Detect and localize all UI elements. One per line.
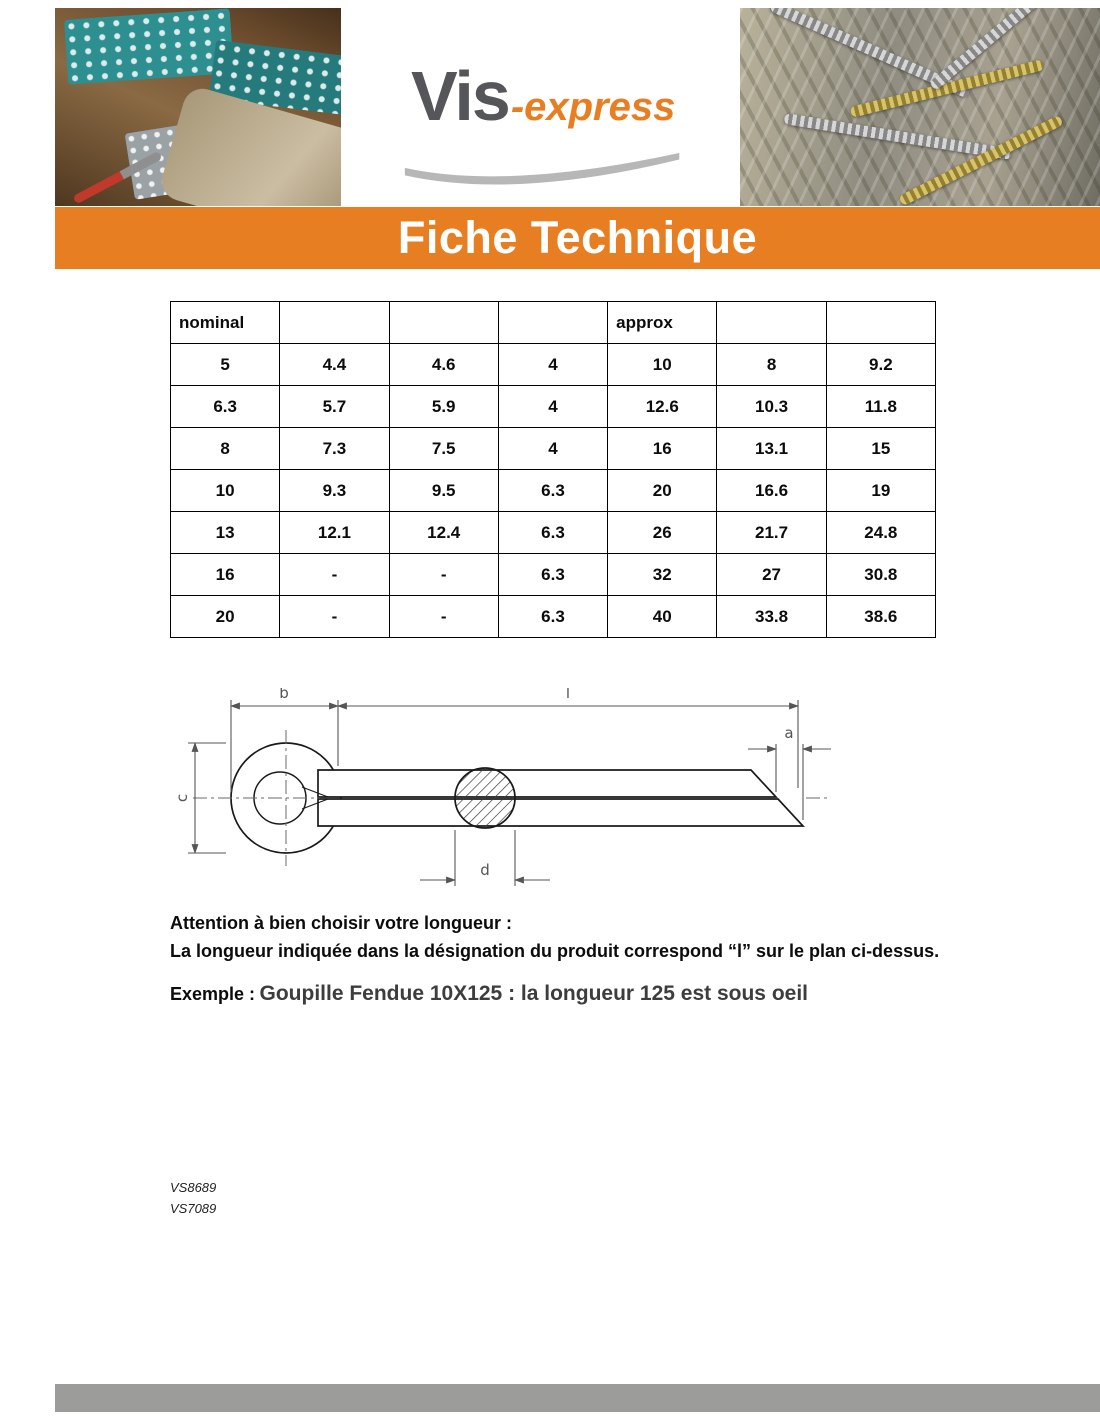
table-row	[171, 554, 936, 596]
pin-lower-prong	[318, 799, 803, 826]
spec-table-head-row	[171, 302, 936, 344]
dim-label-c: c	[173, 793, 191, 803]
table-cell: 13.1	[717, 428, 826, 470]
table-cell: 8	[171, 428, 280, 470]
cotter-pin-svg	[168, 688, 858, 916]
page-title: Fiche Technique	[397, 212, 758, 263]
workbench-photo	[55, 8, 341, 206]
table-cell: 12.4	[389, 512, 498, 554]
note-longueur: La longueur indiquée dans la désignation du produit correspond “l” sur le plan ci-dessus.	[170, 940, 940, 961]
spec-table	[170, 301, 936, 638]
table-cell: 6.3	[498, 596, 607, 638]
note-attention: Attention à bien choisir votre longueur :	[170, 913, 513, 933]
organizer-box-icon	[64, 8, 234, 85]
table-header-cell	[498, 302, 607, 344]
table-cell: 27	[717, 554, 826, 596]
dim-label-d: d	[480, 861, 490, 879]
table-cell: -	[280, 554, 389, 596]
table-cell: 5.9	[389, 386, 498, 428]
screws-photo	[740, 8, 1100, 206]
table-row	[171, 428, 936, 470]
table-header-cell	[717, 302, 826, 344]
dim-label-b: b	[279, 688, 289, 702]
table-cell: 16	[608, 428, 717, 470]
table-cell: 4	[498, 386, 607, 428]
logo-text-main: Vis	[411, 57, 509, 135]
table-cell: 20	[608, 470, 717, 512]
table-cell: 13	[171, 512, 280, 554]
table-cell: 24.8	[826, 512, 935, 554]
vis-express-logo	[411, 56, 675, 136]
table-cell: 7.3	[280, 428, 389, 470]
table-cell: 26	[608, 512, 717, 554]
spec-table-body	[171, 344, 936, 638]
cotter-pin-drawing	[168, 688, 858, 916]
table-cell: 10	[171, 470, 280, 512]
product-code: VS8689	[170, 1180, 217, 1195]
table-cell: -	[389, 596, 498, 638]
table-cell: -	[280, 596, 389, 638]
table-cell: 9.5	[389, 470, 498, 512]
table-cell: 21.7	[717, 512, 826, 554]
table-cell: 20	[171, 596, 280, 638]
table-cell: 12.1	[280, 512, 389, 554]
dim-label-l: l	[565, 688, 571, 702]
table-cell: 11.8	[826, 386, 935, 428]
table-row	[171, 344, 936, 386]
footer-codes	[170, 1178, 216, 1220]
example-text: Goupille Fendue 10X125 : la longueur 125 est sous oeil	[259, 981, 808, 1005]
dim-label-a: a	[784, 724, 794, 742]
table-cell: 4.6	[389, 344, 498, 386]
table-cell: 15	[826, 428, 935, 470]
table-cell: 5	[171, 344, 280, 386]
table-cell: 4	[498, 428, 607, 470]
table-cell: 6.3	[498, 554, 607, 596]
logo-zone	[341, 8, 740, 206]
table-row	[171, 512, 936, 554]
table-header-cell	[280, 302, 389, 344]
table-cell: 10	[608, 344, 717, 386]
table-row	[171, 596, 936, 638]
table-header-cell: approx	[608, 302, 717, 344]
notes-block	[170, 910, 960, 1010]
table-cell: 32	[608, 554, 717, 596]
wire-section-circle	[455, 768, 515, 828]
note-example	[170, 978, 960, 1011]
table-header-cell: nominal	[171, 302, 280, 344]
table-cell: 10.3	[717, 386, 826, 428]
screw-icon	[899, 114, 1064, 206]
table-cell: 6.3	[171, 386, 280, 428]
table-row	[171, 470, 936, 512]
table-header-cell	[389, 302, 498, 344]
table-cell: 4.4	[280, 344, 389, 386]
table-cell: 16	[171, 554, 280, 596]
table-cell: 38.6	[826, 596, 935, 638]
product-code: VS7089	[170, 1200, 217, 1216]
orange-title-banner	[55, 207, 1100, 269]
table-cell: 40	[608, 596, 717, 638]
table-cell: 33.8	[717, 596, 826, 638]
table-cell: 7.5	[389, 428, 498, 470]
table-cell: 19	[826, 470, 935, 512]
table-cell: 6.3	[498, 470, 607, 512]
table-cell: -	[389, 554, 498, 596]
table-cell: 12.6	[608, 386, 717, 428]
table-row	[171, 386, 936, 428]
table-cell: 16.6	[717, 470, 826, 512]
pin-upper-prong	[318, 770, 776, 797]
bottom-gray-bar	[55, 1384, 1100, 1412]
logo-swoosh-icon	[403, 146, 683, 188]
screw-icon	[784, 113, 1013, 160]
table-cell: 9.2	[826, 344, 935, 386]
table-cell: 9.3	[280, 470, 389, 512]
logo-text-suffix: -express	[510, 85, 676, 129]
table-cell: 4	[498, 344, 607, 386]
table-cell: 6.3	[498, 512, 607, 554]
table-cell: 5.7	[280, 386, 389, 428]
spec-table-container	[170, 301, 936, 638]
table-cell: 8	[717, 344, 826, 386]
example-label: Exemple :	[170, 983, 256, 1004]
table-header-cell	[826, 302, 935, 344]
table-cell: 30.8	[826, 554, 935, 596]
